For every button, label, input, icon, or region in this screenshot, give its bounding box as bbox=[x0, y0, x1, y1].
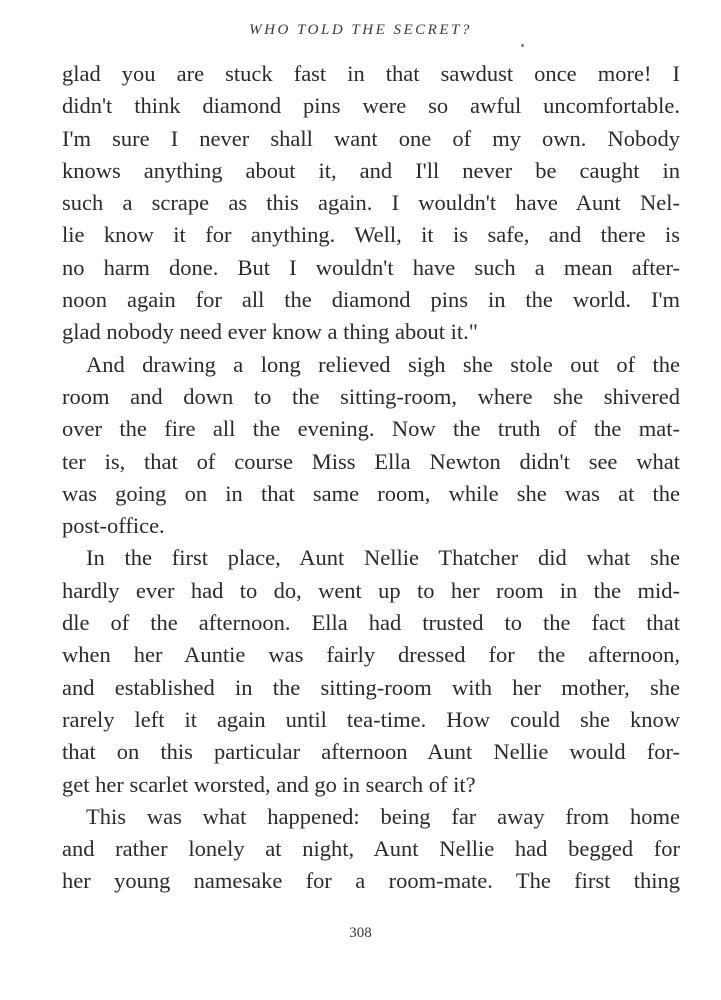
paragraph-4 bbox=[62, 801, 680, 898]
text-line: room and down to the sitting-room, where she shivered bbox=[62, 383, 680, 409]
text-line: her young namesake for a room-mate. The first thing bbox=[62, 868, 680, 894]
running-head: WHO TOLD THE SECRET? bbox=[249, 22, 472, 38]
page-number: 308 bbox=[349, 925, 372, 941]
text-line: hardly ever had to do, went up to her room in the mid- bbox=[62, 577, 680, 603]
text-line: noon again for all the diamond pins in the world. I'm bbox=[62, 287, 680, 313]
text-line: glad nobody need ever know a thing about it." bbox=[62, 319, 478, 345]
text-line: In the first place, Aunt Nellie Thatcher did what she bbox=[86, 545, 680, 571]
text-line: post-office. bbox=[62, 513, 165, 539]
text-line: didn't think diamond pins were so awful uncomfortable. bbox=[62, 93, 680, 119]
text-line: dle of the afternoon. Ella had trusted to the fact that bbox=[62, 610, 680, 636]
text-line: and established in the sitting-room with her mother, she bbox=[62, 674, 680, 700]
text-line: rarely left it again until tea-time. How could she know bbox=[62, 706, 680, 732]
paragraph-1 bbox=[62, 58, 680, 349]
text-line: such a scrape as this again. I wouldn't have Aunt Nel- bbox=[62, 190, 680, 216]
text-line: when her Auntie was fairly dressed for the afternoon, bbox=[62, 642, 680, 668]
paragraph-3 bbox=[62, 542, 680, 800]
text-line: glad you are stuck fast in that sawdust once more! I bbox=[62, 61, 680, 86]
text-line: ter is, that of course Miss Ella Newton didn't see what bbox=[62, 448, 680, 474]
text-line: was going on in that same room, while she was at the bbox=[62, 480, 680, 506]
text-line: lie know it for anything. Well, it is safe, and there is bbox=[62, 222, 680, 248]
text-line: and rather lonely at night, Aunt Nellie had begged for bbox=[62, 836, 680, 862]
text-line: get her scarlet worsted, and go in search of it? bbox=[62, 771, 476, 797]
print-speck bbox=[521, 44, 524, 47]
body-text bbox=[62, 58, 680, 898]
text-line: This was what happened: being far away from home bbox=[86, 803, 680, 829]
text-line: And drawing a long relieved sigh she stole out of the bbox=[86, 351, 680, 377]
text-line: no harm done. But I wouldn't have such a mean after- bbox=[62, 254, 680, 280]
text-line: that on this particular afternoon Aunt Nellie would for- bbox=[62, 739, 680, 765]
text-line: knows anything about it, and I'll never be caught in bbox=[62, 157, 680, 183]
text-line: over the fire all the evening. Now the truth of the mat- bbox=[62, 416, 680, 442]
text-line: I'm sure I never shall want one of my own. Nobody bbox=[62, 125, 680, 151]
paragraph-2 bbox=[62, 349, 680, 543]
